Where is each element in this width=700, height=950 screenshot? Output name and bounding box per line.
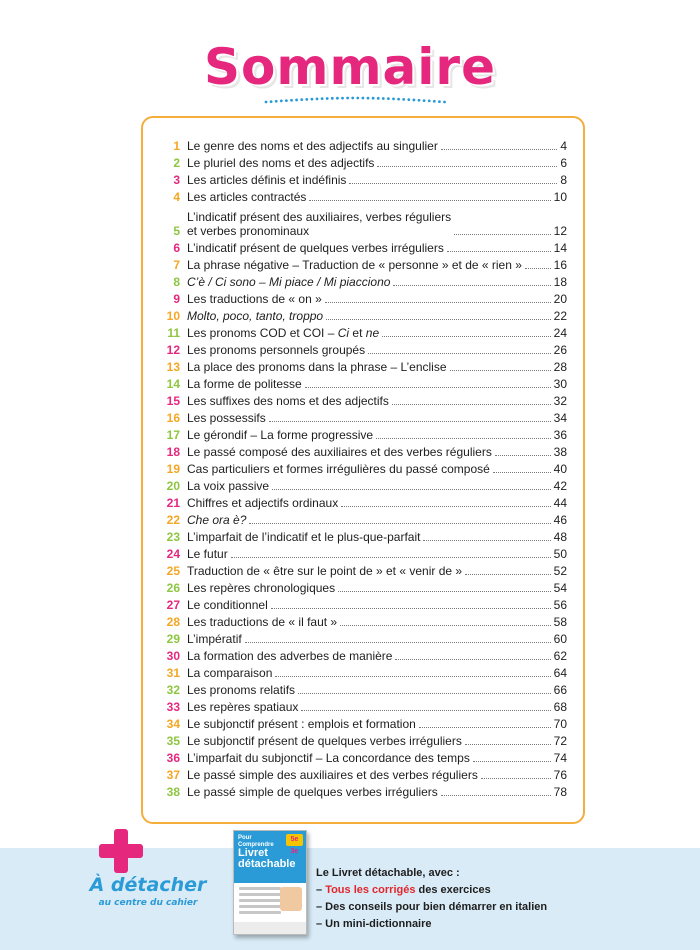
- toc-item-title: [187, 190, 306, 204]
- toc-item-title-text: Le passé simple des auxiliaires et des verbes réguliers: [187, 768, 478, 782]
- toc-item-leader: [325, 302, 551, 303]
- toc-item: [163, 204, 567, 238]
- toc-item-leader: [368, 353, 551, 354]
- toc-item-title-part: Les pronoms COD et COI –: [187, 326, 338, 340]
- detach-main-text: À détacher: [89, 874, 207, 896]
- detach-intro: [316, 865, 616, 882]
- toc-item-title-part: Ci: [337, 326, 350, 340]
- toc-item-title: [187, 598, 268, 612]
- toc-item-number: 4: [173, 190, 180, 204]
- detach-label: [68, 874, 228, 908]
- toc-item-page: 38: [553, 445, 567, 459]
- detach-intro-bold: Le Livret détachable: [316, 867, 423, 879]
- toc-item-number: 22: [166, 513, 180, 527]
- toc-item: [163, 612, 567, 629]
- toc-item-title-text: Le gérondif – La forme progressive: [187, 428, 374, 442]
- toc-item-leader: [465, 574, 551, 575]
- plus-icon: [99, 829, 143, 873]
- toc-item-number: 7: [173, 258, 180, 272]
- toc-item-page: 18: [553, 275, 567, 289]
- toc-item-title: [187, 649, 392, 663]
- toc-item-title-text: Les pronoms personnels groupés: [187, 343, 366, 357]
- toc-item-title-text: Les repères spatiaux: [187, 700, 299, 714]
- toc-item-title-text: La formation des adverbes de manière: [187, 649, 393, 663]
- toc-item: [163, 782, 567, 799]
- toc-item: [163, 136, 567, 153]
- toc-item: [163, 425, 567, 442]
- toc-item: [163, 357, 567, 374]
- toc-item-title: [187, 615, 337, 629]
- toc-item-leader: [423, 540, 550, 541]
- toc-item-title-text: La phrase négative – Traduction de « personne » et de « rien »: [187, 258, 522, 272]
- toc-item: [163, 391, 567, 408]
- booklet-level-badge: 5e 3e: [286, 834, 303, 846]
- toc-item-leader: [473, 761, 551, 762]
- toc-item-title-text: La comparaison: [187, 666, 273, 680]
- toc-item-leader: [269, 421, 551, 422]
- toc-item-page: 10: [553, 190, 567, 204]
- detach-item-1-rest: des exercices: [415, 884, 491, 896]
- toc-item-leader: [447, 251, 551, 252]
- toc-item-title: [187, 462, 490, 476]
- toc-item-title: [187, 513, 246, 527]
- toc-item: [163, 306, 567, 323]
- toc-item: [163, 697, 567, 714]
- toc-item-title: [187, 768, 478, 782]
- toc-item: [163, 238, 567, 255]
- toc-item: [163, 527, 567, 544]
- toc-item-number: 20: [166, 479, 180, 493]
- toc-item-leader: [395, 659, 550, 660]
- toc-item: [163, 289, 567, 306]
- toc-item-page: 14: [553, 241, 567, 255]
- toc-item-title: [187, 632, 242, 646]
- toc-item-title-text: Che ora è?: [187, 513, 247, 527]
- toc-item-title: [187, 717, 416, 731]
- toc-item: [163, 510, 567, 527]
- toc-item: [163, 408, 567, 425]
- toc-item-leader: [392, 404, 551, 405]
- toc-item-title-text: Le subjonctif présent de quelques verbes irréguliers: [187, 734, 462, 748]
- toc-item: [163, 187, 567, 204]
- toc-item-title: [187, 683, 295, 697]
- toc-item-page: 42: [553, 479, 567, 493]
- toc-item-number: 33: [166, 700, 180, 714]
- toc-item-page: 60: [553, 632, 567, 646]
- toc-item: [163, 748, 567, 765]
- toc-item-title: [187, 394, 389, 408]
- toc-item-page: 50: [553, 547, 567, 561]
- toc-item-leader: [377, 166, 557, 167]
- toc-item-page: 12: [553, 224, 567, 238]
- toc-item-page: 74: [553, 751, 567, 765]
- toc-item-number: 37: [166, 768, 180, 782]
- toc-item-leader: [245, 642, 551, 643]
- toc-item-page: 26: [553, 343, 567, 357]
- toc-item-leader: [340, 625, 551, 626]
- booklet-brand-line2: Comprendre: [238, 842, 274, 848]
- toc-item-leader: [493, 472, 551, 473]
- toc-item-title: [187, 275, 390, 289]
- toc-item: [163, 323, 567, 340]
- toc-item-title-text: Traduction de « être sur le point de » et « venir de »: [187, 564, 463, 578]
- toc-item-title-text: Le pluriel des noms et des adjectifs: [187, 156, 375, 170]
- toc-item-title-text: Les suffixes des noms et des adjectifs: [187, 394, 389, 408]
- toc-item-title-part: et: [349, 326, 366, 340]
- toc-item-title-text: La place des pronoms dans la phrase – L’enclise: [187, 360, 447, 374]
- toc-item-title-text: Les possessifs: [187, 411, 266, 425]
- toc-item-leader: [275, 676, 550, 677]
- detach-item-1: [316, 882, 616, 899]
- toc-item-title: [187, 360, 447, 374]
- toc-item-number: 27: [166, 598, 180, 612]
- booklet-title-line2: détachable: [238, 858, 296, 870]
- toc-item-leader: [441, 795, 551, 796]
- detach-item-2: – Des conseils pour bien démarrer en italien: [316, 901, 548, 913]
- toc-item: [163, 646, 567, 663]
- toc-item-page: 30: [553, 377, 567, 391]
- toc-item-page: 16: [553, 258, 567, 272]
- toc-item-title: [187, 309, 323, 323]
- toc-item-page: 66: [553, 683, 567, 697]
- toc-item-title-text: Les traductions de « il faut »: [187, 615, 338, 629]
- toc-item-title-text: L’indicatif présent de quelques verbes irréguliers: [187, 241, 444, 255]
- toc-item-page: 56: [553, 598, 567, 612]
- toc-item-title-text: Le conditionnel: [187, 598, 268, 612]
- toc-item-title-text: La voix passive: [187, 479, 270, 493]
- toc-item-page: 48: [553, 530, 567, 544]
- booklet-title: [238, 848, 295, 870]
- title-dotted-underline: [0, 92, 700, 112]
- toc-item-title-text: Le passé composé des auxiliaires et des verbes réguliers: [187, 445, 492, 459]
- toc-item: [163, 629, 567, 646]
- toc-item-number: 26: [166, 581, 180, 595]
- toc-item-title: [187, 700, 298, 714]
- toc-item: [163, 476, 567, 493]
- toc-item-leader: [326, 319, 551, 320]
- toc-item-number: 24: [166, 547, 180, 561]
- toc-item-title: [187, 241, 444, 255]
- toc-item-title: [187, 173, 346, 187]
- toc-item-page: 46: [553, 513, 567, 527]
- toc-item: [163, 595, 567, 612]
- toc-item-page: 64: [553, 666, 567, 680]
- toc-item-title-line1: L’indicatif présent des auxiliaires, verbes réguliers: [187, 210, 452, 224]
- toc-item-number: 34: [166, 717, 180, 731]
- toc-item-page: 6: [560, 156, 567, 170]
- toc-item-title: [187, 292, 322, 306]
- toc-item-leader: [441, 149, 557, 150]
- toc-item-leader: [298, 693, 551, 694]
- toc-item-number: 11: [167, 326, 180, 340]
- toc-item-title-text: Molto, poco, tanto, troppo: [187, 309, 324, 323]
- toc-item: [163, 765, 567, 782]
- toc-item-page: 54: [553, 581, 567, 595]
- toc-item-page: 52: [553, 564, 567, 578]
- toc-item-number: 12: [166, 343, 180, 357]
- toc-item-number: 14: [166, 377, 180, 391]
- toc-item: [163, 153, 567, 170]
- detach-info: [316, 865, 616, 933]
- toc-list: [163, 136, 567, 799]
- toc-item-title: [187, 666, 272, 680]
- toc-item-title: [187, 751, 470, 765]
- toc-item-number: 5: [173, 224, 180, 238]
- toc-item-title-text: C’è / Ci sono – Mi piace / Mi piacciono: [187, 275, 391, 289]
- toc-item: [163, 731, 567, 748]
- toc-item-number: 2: [173, 156, 180, 170]
- toc-item-leader: [231, 557, 551, 558]
- toc-item-title: [187, 734, 462, 748]
- toc-item-leader: [338, 591, 551, 592]
- toc-item-page: 44: [553, 496, 567, 510]
- toc-item-leader: [341, 506, 550, 507]
- toc-item-title-text: Le genre des noms et des adjectifs au singulier: [187, 139, 438, 153]
- toc-item-title: [187, 496, 338, 510]
- toc-item-title: [187, 479, 269, 493]
- toc-item-number: 10: [166, 309, 180, 323]
- toc-item-page: 20: [553, 292, 567, 306]
- toc-item-title: [187, 785, 438, 799]
- toc-item-leader: [465, 744, 551, 745]
- toc-item-title: [187, 530, 420, 544]
- toc-item-number: 9: [173, 292, 180, 306]
- toc-item: [163, 714, 567, 731]
- booklet-title-line1: Livret: [238, 847, 268, 859]
- toc-item-title-text: Les articles contractés: [187, 190, 307, 204]
- toc-item-page: 40: [553, 462, 567, 476]
- toc-item-page: 62: [553, 649, 567, 663]
- toc-item-number: 23: [166, 530, 180, 544]
- toc-item-leader: [481, 778, 551, 779]
- toc-item-number: 25: [166, 564, 180, 578]
- toc-item-title-text: L’imparfait de l’indicatif et le plus-que-parfait: [187, 530, 421, 544]
- toc-item: [163, 170, 567, 187]
- toc-item-number: 6: [173, 241, 180, 255]
- toc-item-leader: [525, 268, 551, 269]
- toc-item: [163, 272, 567, 289]
- toc-item-page: 72: [553, 734, 567, 748]
- toc-item-title-text: Chiffres et adjectifs ordinaux: [187, 496, 339, 510]
- toc-item-title-part: ne: [365, 326, 380, 340]
- toc-item-title: [187, 343, 365, 357]
- toc-item-number: 32: [166, 683, 180, 697]
- detach-sub-text: au centre du cahier: [98, 898, 198, 908]
- toc-item-number: 38: [166, 785, 180, 799]
- toc-item: [163, 561, 567, 578]
- toc-item-title-text: L’impératif: [187, 632, 242, 646]
- toc-item-title-text: La forme de politesse: [187, 377, 302, 391]
- toc-item-leader: [272, 489, 551, 490]
- toc-item-number: 15: [166, 394, 180, 408]
- toc-item-page: 28: [553, 360, 567, 374]
- page-title: Sommaire: [203, 38, 496, 96]
- detach-item-3: – Un mini-dictionnaire: [316, 918, 432, 930]
- toc-item-leader: [301, 710, 550, 711]
- toc-item-number: 3: [173, 173, 180, 187]
- toc-item-page: 58: [553, 615, 567, 629]
- toc-item-title-text: Les repères chronologiques: [187, 581, 336, 595]
- toc-item-number: 18: [166, 445, 180, 459]
- toc-item-page: 36: [553, 428, 567, 442]
- toc-item: [163, 340, 567, 357]
- toc-item-title: [187, 139, 438, 153]
- toc-item-number: 30: [166, 649, 180, 663]
- toc-item-leader: [349, 183, 557, 184]
- detach-intro-rest: , avec :: [422, 867, 460, 879]
- booklet-cover-image: [233, 830, 307, 935]
- toc-item-title-text: Le subjonctif présent : emplois et formation: [187, 717, 416, 731]
- toc-item-number: 28: [166, 615, 180, 629]
- toc-item-leader: [376, 438, 551, 439]
- toc-item-leader: [271, 608, 551, 609]
- toc-item-title: [187, 428, 373, 442]
- booklet-text-lines: [239, 887, 281, 917]
- toc-item-leader: [249, 523, 550, 524]
- toc-item: [163, 459, 567, 476]
- toc-item-number: 13: [166, 360, 180, 374]
- toc-item-page: 8: [560, 173, 567, 187]
- toc-item-title: [187, 564, 462, 578]
- toc-item: [163, 578, 567, 595]
- booklet-brand-line1: Pour: [238, 835, 252, 841]
- toc-item: [163, 663, 567, 680]
- toc-item: [163, 374, 567, 391]
- toc-item-page: 4: [560, 139, 567, 153]
- toc-item-page: 76: [553, 768, 567, 782]
- toc-item-title: [187, 377, 302, 391]
- toc-item-page: 22: [553, 309, 567, 323]
- toc-item-leader: [454, 234, 551, 235]
- toc-item-title: [187, 326, 379, 340]
- toc-item-number: 36: [166, 751, 180, 765]
- toc-item-leader: [393, 285, 550, 286]
- toc-item-page: 34: [553, 411, 567, 425]
- toc-item-title: [187, 411, 266, 425]
- toc-item-title: [187, 210, 451, 238]
- toc-item-title-text: Les articles définis et indéfinis: [187, 173, 347, 187]
- toc-item-title-text: Le passé simple de quelques verbes irréguliers: [187, 785, 438, 799]
- toc-item-title-text: Les traductions de « on »: [187, 292, 322, 306]
- toc-item-number: 21: [166, 496, 180, 510]
- toc-item-leader: [419, 727, 551, 728]
- toc-item-title: [187, 445, 492, 459]
- toc-item-leader: [309, 200, 550, 201]
- toc-item-number: 16: [166, 411, 180, 425]
- toc-item-page: 32: [553, 394, 567, 408]
- detach-item-1-dash: –: [316, 884, 326, 896]
- toc-item-title-line2: et verbes pronominaux: [187, 224, 310, 238]
- toc-item-title: [187, 547, 228, 561]
- title-wrap: [0, 38, 700, 96]
- toc-item-title-text: Cas particuliers et formes irrégulières du passé composé: [187, 462, 490, 476]
- toc-item-number: 17: [166, 428, 180, 442]
- toc-item-leader: [382, 336, 551, 337]
- toc-item: [163, 544, 567, 561]
- toc-item-page: 70: [553, 717, 567, 731]
- toc-item: [163, 255, 567, 272]
- booklet-photo: [280, 887, 302, 911]
- toc-item-title: [187, 581, 335, 595]
- toc-item-title-text: L’imparfait du subjonctif – La concordance des temps: [187, 751, 470, 765]
- toc-item-number: 8: [173, 275, 180, 289]
- detach-item-1-highlight: Tous les corrigés: [325, 884, 416, 896]
- toc-item-leader: [495, 455, 551, 456]
- toc-item: [163, 442, 567, 459]
- booklet-footer: [234, 922, 306, 934]
- toc-item-number: 29: [166, 632, 180, 646]
- toc-item-page: 24: [553, 326, 567, 340]
- toc-item: [163, 680, 567, 697]
- toc-item-number: 1: [173, 139, 180, 153]
- toc-item-title: [187, 156, 374, 170]
- toc-item-number: 19: [166, 462, 180, 476]
- toc-item-page: 78: [553, 785, 567, 799]
- toc-item: [163, 493, 567, 510]
- toc-item-leader: [450, 370, 551, 371]
- toc-item-title-text: Le futur: [187, 547, 228, 561]
- toc-item-number: 35: [166, 734, 180, 748]
- toc-item-leader: [305, 387, 551, 388]
- toc-item-page: 68: [553, 700, 567, 714]
- toc-item-title: [187, 258, 522, 272]
- toc-item-number: 31: [166, 666, 180, 680]
- toc-item-title-text: Les pronoms relatifs: [187, 683, 296, 697]
- toc-box: [141, 116, 585, 824]
